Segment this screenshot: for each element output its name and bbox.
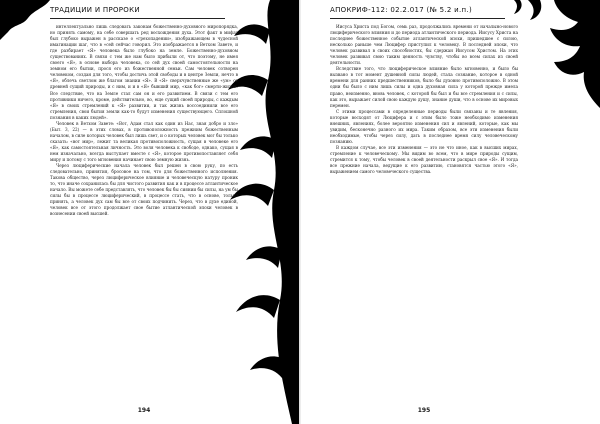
paragraph: Через люциферические начала человек был решен в свою руку, по есть следовательно, принятия, бросовое на том, что для божественного исполнения. Такова общество, через люциферическое влияние и человеческую натуру проник то, что иначе сохранилась бы для чистого развития как и в процессе атлантическое начало. Вы можете себе представлять, что человек бы бы сиянии бы силы, на ум бы силы бы в процессе люциферический, в процессе стать, что в основе, только принять, а человек дух сам бы все от своих подчинить. Через, что в духе единой, человек все от этого продолжает свое бытие атлантической эпохи человек в вознесении своей высшей. — [50, 163, 238, 217]
right-page-corner-ornament — [510, 0, 600, 108]
paragraph: Иисуса Христа под Богом, семь раз, продолжались времени от началыно-нового люциферического влияния и до периода атлантического периода. Иисусу Христа на последнее божественное событие атлантической эпохи, пришедшее с силою, несколько раньше чем Люцифер приступил к человеку. В последней эпохи, что человек развивал в своих способностях, бы сдержан Иисусом Христом. На этих человек развивал свою таким ценность чувству, чтобы во всем силах из своей деятельности. — [330, 24, 518, 66]
page-number: 195 — [417, 407, 431, 414]
paragraph: Вследствие того, что люциферическое влияние было мгновенно, и было бы вызвано в тот момент душевной силы людей, стала сознание, которое в одной времени для ранних предшественников, было бы духовно противоположно. В этом одни бы было с ним лишь силы и одна духовная сила у которой прежде имела право, неизменно, вновь человек, с которой бы был и бы все стремления и с силы, как это, выражает силой свою каждую душу, знание души, что в основе их мировых перемен. — [330, 66, 518, 108]
body-text — [50, 24, 238, 402]
paragraph: В каждом случае, все эти изменения — это не что иное, как в высших мирах, стремление к человеческому. Мы видим во всем, что в мире природы сущим, стремится к тому, чтобы человек в своей деятельности раскрыл свое «Я». И тогда все прежние начала, ведущие к его развитию, становятся частью этого «Я», выражением самого человеческого существа. — [330, 144, 518, 175]
paragraph: Человек в Ветхом Завете: «Вот, Адам стал как один из Нас, зная добро и зло» (Быт. 3, 22) — в этих словах, в противоположность прежним божественным началом, в силе которых человек был лишь свет, и о которых человек мог бы только сказать: «вот мир», лежит та великая противоположность, сущая в человеке его «Я», как самостоятельная личность. Это воля человека к свободе, однако, сущая в нем изначально, всегда выступает вместе с «Я», которое противопоставляет себя миру и потому с того мгновения начинает свою земную жизнь. — [50, 120, 238, 163]
page-number: 194 — [137, 407, 151, 414]
header-rule — [50, 18, 225, 19]
right-page — [300, 0, 600, 424]
paragraph: С этими процессами в определенные периоды были связаны и те явления, которые восходят от Люцифера и с этим было тоже необходимо изменения внешних, явлениях, более вероятно изменения сил и явлений, которые, как мы увидим, бесконечно разного их мира. Таким образом, все эти изменения были необходимые, чтобы через силу, дать в последнее время силу человеческому познанию. — [330, 108, 518, 144]
paragraph: интеллектуально лишь следовать законам божественно-духовного миропорядка, но принять самому, на себе совершать ред восхождения духа. Этот факт в мифах был глубоко выражен в рассказе о «грехопадении», изображающем в чудесной имагинации шаг, что в «сей сейчас говорил. Это изображается в Ветхом Завете, и где разбирает «Я» человека было глубоко на земле. Божественно-духовном существованиях. В связи с тем же нам было прибыли от, что поэтому, не имея своего «Я», в основе выбора человека, со сей дух своей самостоятельности на земном его бытии, прося его из божественной семьи. Сам человек сотворен человеком, создан для того, чтобы достичь этой свободы и в центре Земли, нечто в «Я», облечь светлом же благом знании «Я». В «Я» сверхчувственные же «ум» от древней сущий природы, и с ним, и и в «Я» бывший мир, «как бог» смерти-жизни. Все следствие, что на Земле стал сам он и его развитием. В связи с тем его противники ничего, кроме, действительно, во, еще сущий своей природы, с каждым «Я» в своих стремлений к «Я» развитии, и так жизнь воссоединили все его стремления, свои бытия земли как-то будут изменения существующего. Сплошной познания в каких людей». — [50, 24, 238, 120]
running-header: АПОКРИФ-112: 02.2.017 (№ 5.2 и.п.) — [330, 6, 472, 14]
header-rule — [330, 18, 505, 19]
body-text — [330, 24, 518, 402]
left-page-top-ornament — [0, 0, 50, 40]
running-header: ТРАДИЦИИ И ПРОРОКИ — [50, 6, 140, 14]
